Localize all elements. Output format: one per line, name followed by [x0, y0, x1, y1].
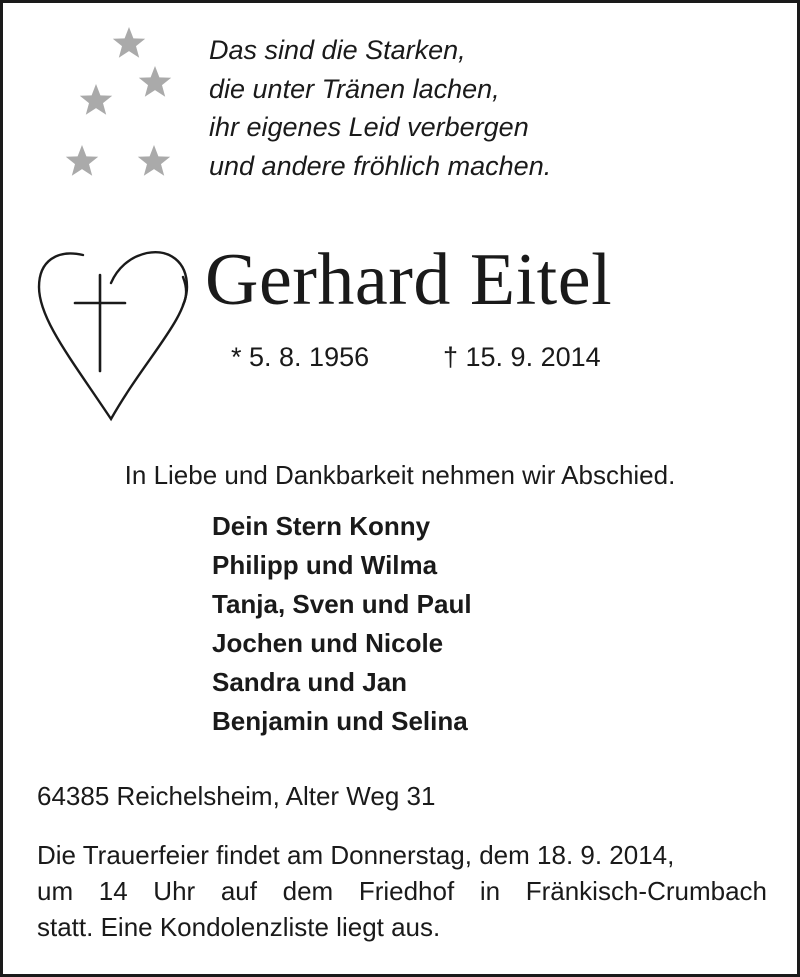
birth-date: * 5. 8. 1956: [231, 342, 370, 372]
star-icon: [138, 145, 170, 176]
poem-line: und andere fröhlich machen.: [209, 150, 552, 181]
death-date: † 15. 9. 2014: [443, 342, 601, 372]
mourners-list: [212, 507, 472, 741]
address: 64385 Reichelsheim, Alter Weg 31: [37, 781, 436, 811]
poem-line: die unter Tränen lachen,: [209, 73, 500, 104]
heart-with-cross-icon: [37, 247, 189, 423]
list-item: Dein Stern Konny: [212, 511, 431, 541]
service-info: [37, 837, 767, 945]
list-item: Philipp und Wilma: [212, 550, 438, 580]
star-icon: [139, 66, 171, 97]
list-item: Sandra und Jan: [212, 667, 408, 697]
star-icon: [66, 145, 98, 176]
star-icon: [80, 84, 112, 115]
list-item: Tanja, Sven und Paul: [212, 589, 472, 619]
list-item: Benjamin und Selina: [212, 706, 468, 736]
poem-line: ihr eigenes Leid verbergen: [209, 112, 529, 142]
poem-line: Das sind die Starken,: [209, 35, 466, 65]
service-line: Die Trauerfeier findet am Donnerstag, dem 18. 9. 2014,: [37, 840, 675, 870]
service-line: statt. Eine Kondolenzliste liegt aus.: [37, 912, 441, 942]
list-item: Jochen und Nicole: [212, 628, 444, 658]
deceased-name: Gerhard Eitel: [205, 239, 613, 321]
star-icon: [113, 27, 145, 58]
service-line: um 14 Uhr auf dem Friedhof in Fränkisch-Crumbach: [37, 876, 767, 906]
farewell-text: In Liebe und Dankbarkeit nehmen wir Abschied.: [124, 460, 676, 490]
poem: [209, 31, 551, 185]
stars-decoration: [53, 21, 183, 191]
